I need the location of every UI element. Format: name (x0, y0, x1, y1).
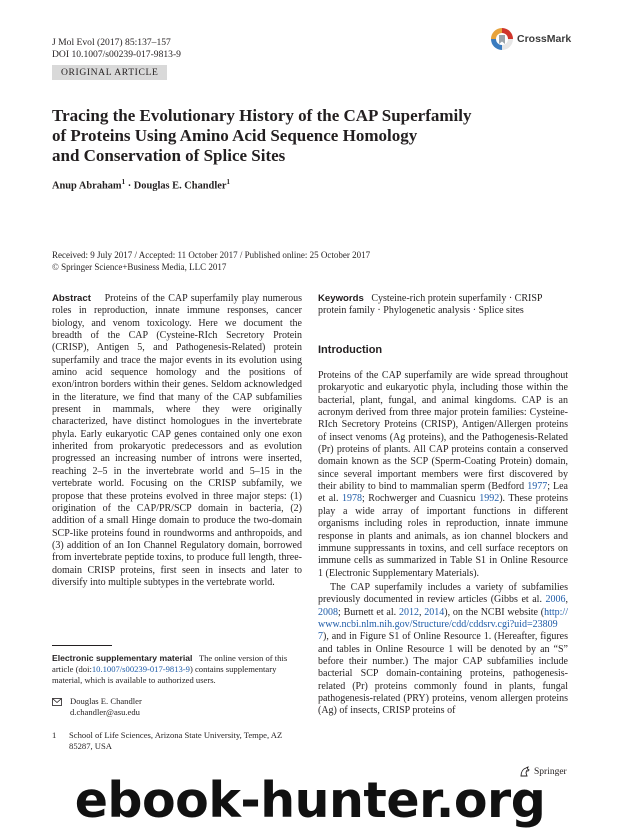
journal-citation: J Mol Evol (2017) 85:137–157 (52, 37, 171, 48)
text-run: ), on the NCBI website ( (444, 606, 545, 618)
affiliation-text: School of Life Sciences, Arizona State University, Tempe, AZ 85287, USA (69, 730, 283, 751)
author-affiliation-sup: 1 (121, 178, 126, 186)
publication-dates (52, 250, 370, 273)
esm-text-after: ) contains supplementary material, which is available to authorized users. (52, 664, 277, 685)
text-run: ; Burnett et al. (338, 606, 399, 618)
esm-text-before: The online version of this article (doi: (52, 653, 288, 674)
abstract-label: Abstract (52, 293, 91, 304)
text-run: The CAP superfamily includes a variety of subfamilies previously documented in review articles (Gibbs et al. (318, 581, 568, 606)
right-column (318, 293, 568, 718)
keywords-label: Keywords (318, 293, 364, 304)
journal-header (52, 37, 181, 61)
author-separator: · (127, 180, 132, 192)
copyright-line: © Springer Science+Business Media, LLC 2017 (52, 261, 227, 272)
abstract-paragraph (52, 293, 302, 589)
abstract-text: Proteins of the CAP superfamily play numerous roles in reproduction, innate immune responses, cancer biology, and venom toxicology. Here we document the breadth of the CAP (Cysteine-RIch Secretory Protein (CRISP), Antigen 5, and Pathogenesis-Related) protein superfamily and trace the major events in its evolution using amino acid sequence homology and the positions of exon/intron borders within their genes. Seldom acknowledged in the literature, we find that many of the CAP subfamilies present in mammals, where they were originally characterized, have distinct homologues in the invertebrate phyla. Early eukaryotic CAP genes contained only one exon inherited from prokaryotic predecessors and as evolution progressed an increasing number of introns were inserted, reaching 2–5 in the invertebrate world and 5–15 in the vertebrate world. Focusing on the CRISP subfamily, we propose that these proteins evolved in three major steps: (1) origination of the CAP/PR/SCP domain in bacteria, (2) addition of a small Hinge domain to produce the two-domain SCP-like proteins found in roundworms and anthropoids, and (3) addition of an Ion Channel Regulatory domain, borrowed from invertebrate peptide toxins, to produce full length, three-domain CRISP proteins, first seen in insects and later to diversify into multiple subtypes in the vertebrate world. (52, 293, 303, 588)
author-list (52, 178, 230, 191)
title-line: and Conservation of Splice Sites (52, 146, 286, 165)
crossmark-badge[interactable] (490, 27, 571, 51)
author-name[interactable]: Douglas E. Chandler (133, 180, 227, 192)
esm-doi-link[interactable]: 10.1007/s00239-017-9813-9 (91, 664, 190, 674)
citation-link[interactable]: 2014 (424, 606, 445, 618)
citation-link[interactable]: 2012 (398, 606, 419, 618)
journal-doi: DOI 10.1007/s00239-017-9813-9 (52, 49, 181, 60)
publisher-name: Springer (534, 767, 567, 777)
author-affiliation-sup: 1 (226, 178, 230, 186)
watermark-text: ebook-hunter.org (74, 772, 546, 829)
esm-footnote (52, 653, 302, 686)
text-run: ). These proteins play a wide array of important functions in different organisms including roles in reproduction, innate immune response in plants and animals, as ion channel blockers and immune suppressants in toxins, and cell surface receptors on immune cells as summarized in Table S1 in Online Resource 1 (Electronic Supplementary Materials). (318, 493, 568, 579)
citation-link[interactable]: 1977 (527, 481, 548, 493)
title-line: Tracing the Evolutionary History of the CAP Superfamily (52, 106, 472, 125)
correspondence-footnote (52, 696, 302, 752)
article-title (52, 106, 522, 166)
citation-link[interactable]: 1978 (341, 493, 362, 505)
author-name[interactable]: Anup Abraham (52, 180, 122, 192)
esm-label: Electronic supplementary material (52, 653, 193, 663)
intro-paragraph-1 (318, 370, 568, 580)
text-run: ; Lea et al. (318, 481, 568, 505)
text-run: ; Rochwerger and Cuasnicu (361, 493, 480, 505)
title-line: of Proteins Using Amino Acid Sequence Homology (52, 126, 418, 145)
crossmark-label: CrossMark (517, 33, 572, 45)
keywords-text: Cysteine-rich protein superfamily · CRISP protein family · Phylogenetic analysis · Splice sites (318, 293, 543, 317)
text-run: , (565, 594, 568, 606)
text-run: , (418, 606, 425, 618)
ncbi-url-link[interactable]: http://www.ncbi.nlm.nih.gov/Structure/cdd/cddsrv.cgi?uid=238097 (318, 606, 568, 643)
text-run: Proteins of the CAP superfamily are wide spread throughout prokaryotic and eukaryotic phyla, including those within the bacterial, plant, fungal, and animal kingdoms. CAP is an acronym derived from three major protein families: Cysteine-RIch Secretory Proteins (CRISP), Antigen/Allergen proteins of insect venoms (Ag proteins), and the Pathogenesis-Related (Pr) proteins of plants. All CAP proteins contain a conserved domain known as the SCP (Sperm-Coating Protein) domain, since several important members were first discovered by their ability to bind to mammalian sperm (Bedford (318, 370, 568, 493)
text-run: ), and in Figure S1 of Online Resource 1. (Hereafter, figures and tables in Online Resource 1 will be denoted by an “S” before their number.) The major CAP subfamilies include bacterial SCP domain-containing proteins, pathogenesis-related (Pr) proteins commonly found in plants, fungal pathogenesis-related (PRY) proteins, venom allergen proteins (Ag) of insects, CRISP proteins of (318, 631, 568, 717)
citation-link[interactable]: 1992 (479, 493, 500, 505)
abstract-section (52, 293, 302, 589)
introduction-heading: Introduction (318, 343, 383, 356)
affiliation-number: 1 (52, 730, 57, 740)
keywords-paragraph (318, 293, 568, 318)
article-type-label: ORIGINAL ARTICLE (52, 65, 167, 80)
citation-link[interactable]: 2008 (318, 606, 338, 618)
envelope-icon (52, 696, 62, 718)
footnote-divider (52, 645, 112, 646)
history-dates: Received: 9 July 2017 / Accepted: 11 October 2017 / Published online: 25 October 2017 (52, 250, 371, 260)
contact-email[interactable]: d.chandler@asu.edu (70, 707, 140, 717)
intro-paragraph-2 (318, 582, 568, 718)
contact-name: Douglas E. Chandler (70, 696, 142, 706)
crossmark-icon (490, 27, 514, 51)
citation-link[interactable]: 2006 (545, 594, 566, 606)
